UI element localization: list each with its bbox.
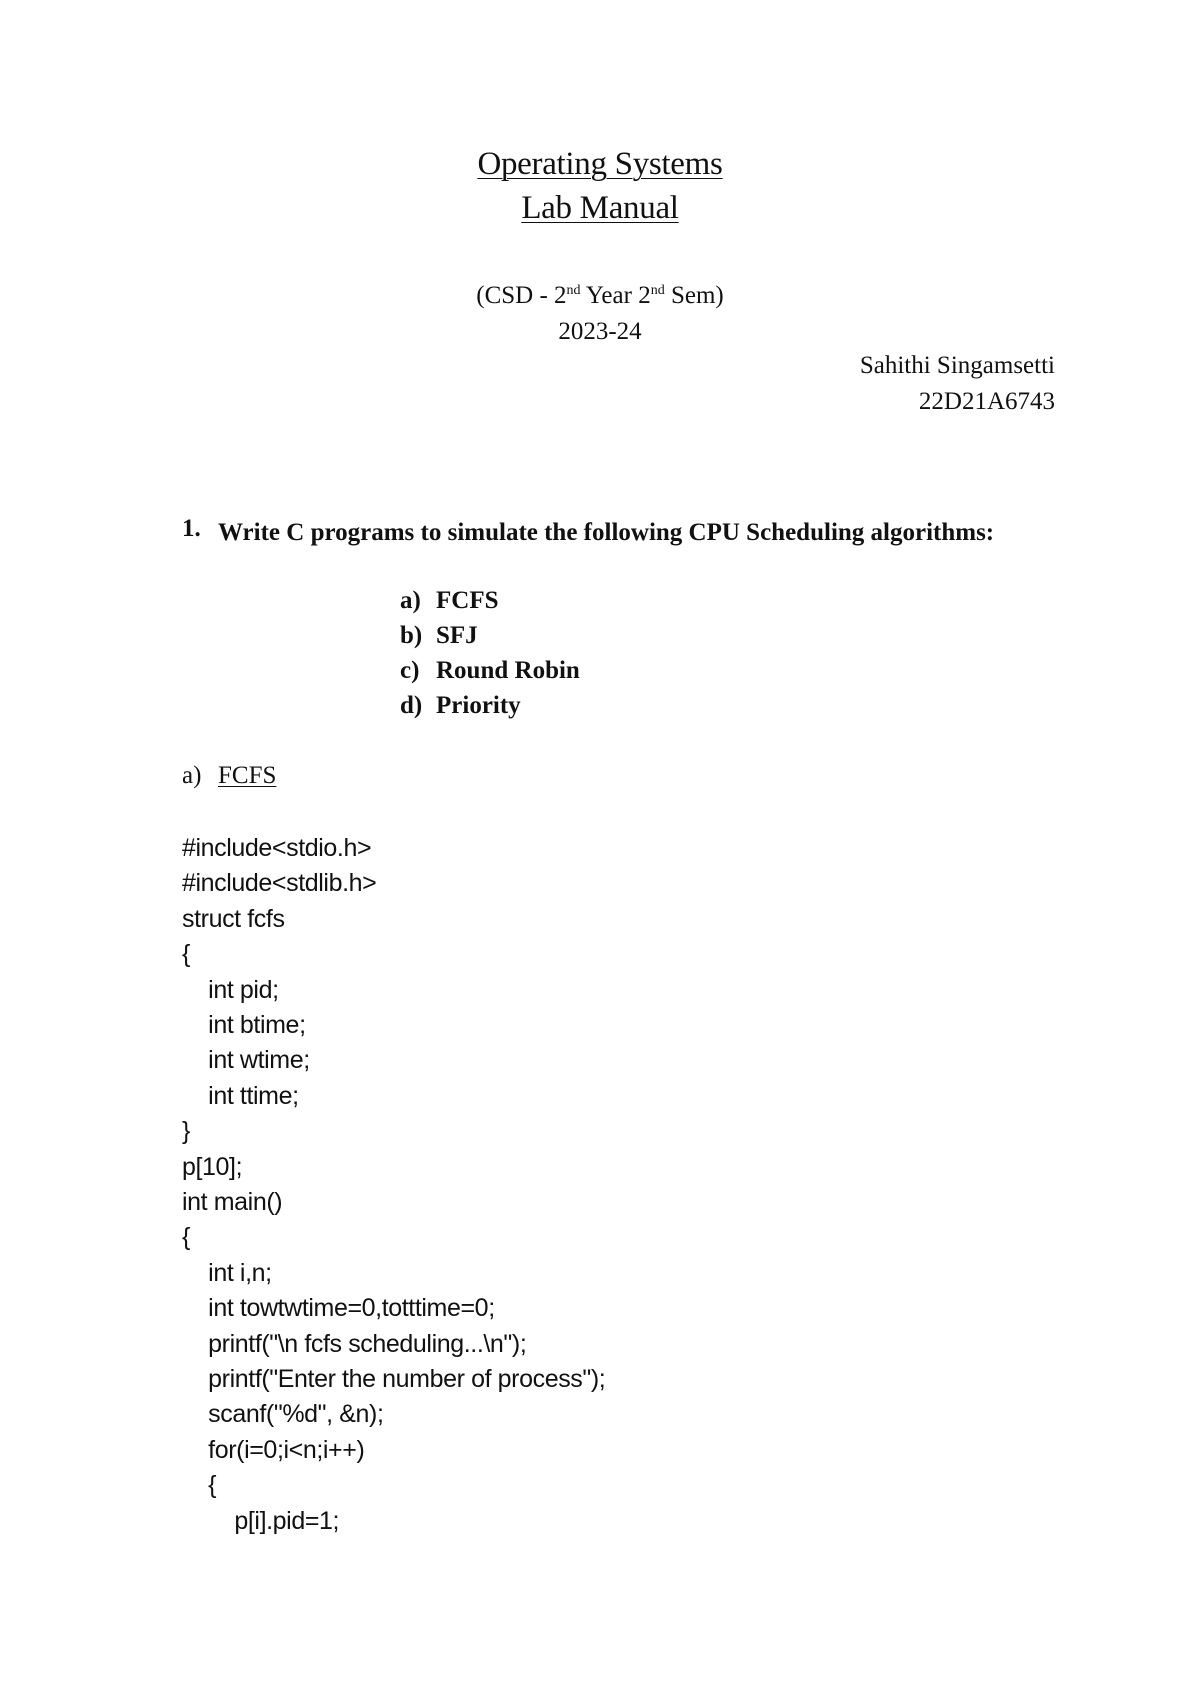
option-letter: c) <box>400 657 420 684</box>
code-line: for(i=0;i<n;i++) <box>182 1435 365 1464</box>
student-name: Sahithi Singamsetti <box>859 352 1055 379</box>
option-label: FCFS <box>436 587 499 614</box>
academic-year: 2023-24 <box>558 318 642 345</box>
code-line: int wtime; <box>182 1046 310 1075</box>
code-line: int pid; <box>182 975 279 1004</box>
code-line: struct fcfs <box>182 904 285 933</box>
code-line: #include<stdlib.h> <box>182 869 377 898</box>
option-letter: a) <box>400 587 421 614</box>
code-line: #include<stdio.h> <box>182 834 372 862</box>
code-line: int i,n; <box>182 1258 272 1287</box>
code-line: printf("\n fcfs scheduling...\n"); <box>182 1329 527 1358</box>
code-line: { <box>182 940 190 969</box>
question-text: Write C programs to simulate the following CPU Scheduling algorithms: <box>218 519 995 546</box>
question-number: 1. <box>182 515 201 542</box>
document-subtitle: Lab Manual <box>521 190 679 226</box>
code-line: int towtwtime=0,totttime=0; <box>182 1294 495 1323</box>
code-line: int btime; <box>182 1011 306 1039</box>
code-line: scanf("%d", &n); <box>182 1400 384 1429</box>
option-label: SFJ <box>436 622 478 649</box>
option-letter: d) <box>400 692 423 719</box>
course-middle: Year 2 <box>580 282 651 309</box>
code-line: } <box>182 1117 190 1146</box>
course-sup-2: nd <box>650 283 665 298</box>
option-label: Round Robin <box>436 657 580 684</box>
option-item <box>400 587 499 615</box>
option-letter: b) <box>400 622 423 649</box>
code-line: printf("Enter the number of process"); <box>182 1365 606 1393</box>
option-item <box>400 692 521 720</box>
roll-number: 22D21A6743 <box>918 388 1055 415</box>
course-sup-1: nd <box>566 283 581 298</box>
option-item <box>400 622 478 650</box>
section-heading <box>182 762 276 790</box>
code-line: { <box>182 1223 190 1252</box>
code-line: p[10]; <box>182 1152 243 1181</box>
course-suffix: Sem) <box>664 282 724 309</box>
option-label: Priority <box>436 692 521 719</box>
section-letter: a) <box>182 762 202 789</box>
option-item <box>400 657 580 685</box>
course-prefix: (CSD - 2 <box>476 282 567 309</box>
code-line: { <box>182 1471 217 1500</box>
code-line: int ttime; <box>182 1081 299 1110</box>
document-title: Operating Systems <box>477 146 723 182</box>
code-line: int main() <box>182 1188 283 1216</box>
course-line <box>0 282 1200 310</box>
section-title: FCFS <box>218 762 277 789</box>
code-line: p[i].pid=1; <box>182 1506 340 1535</box>
